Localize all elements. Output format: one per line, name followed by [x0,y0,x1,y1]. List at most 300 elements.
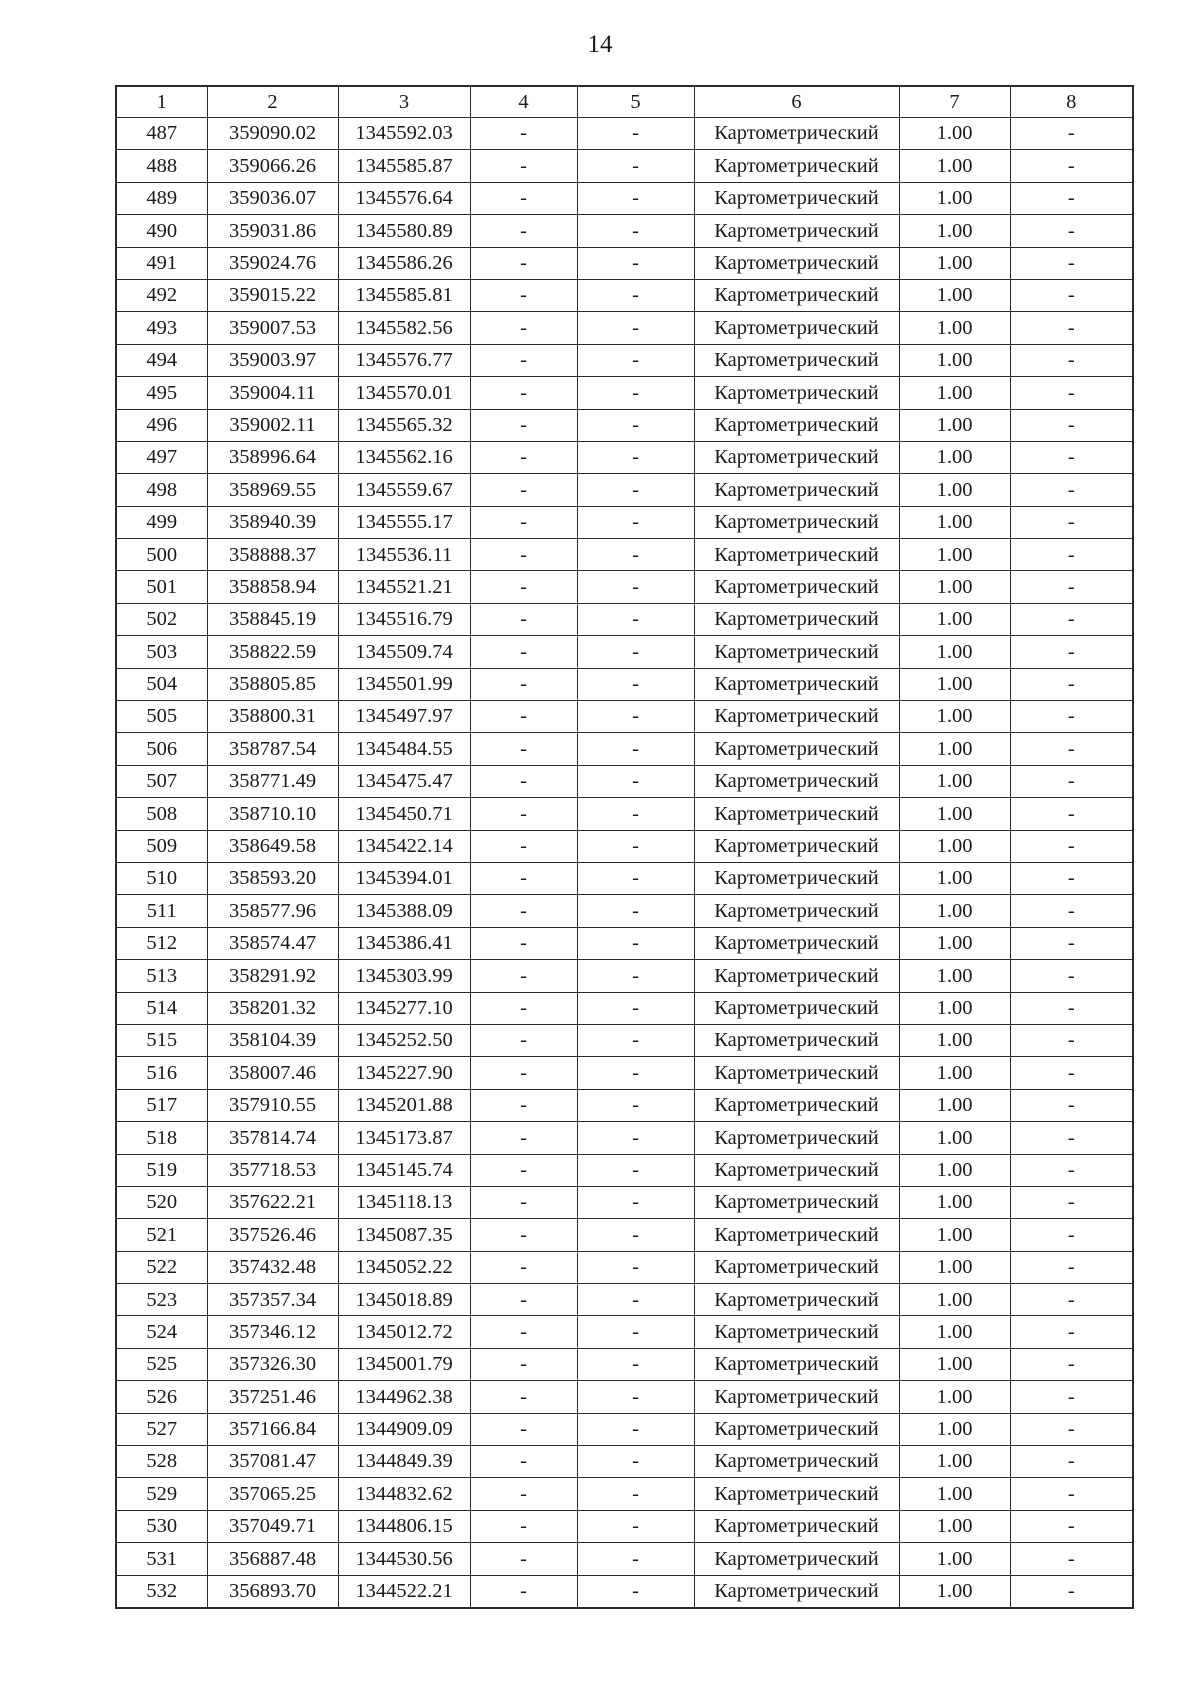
column-5-cell: - [577,1057,694,1089]
column-8-cell: - [1010,927,1133,959]
x-coordinate-cell: 358710.10 [207,798,338,830]
column-5-cell: - [577,1478,694,1510]
accuracy-cell: 1.00 [899,895,1010,927]
column-4-cell: - [470,247,577,279]
method-cell: Картометрический [694,506,899,538]
y-coordinate-cell: 1345509.74 [338,636,470,668]
column-8-cell: - [1010,1510,1133,1542]
point-number-cell: 501 [116,571,207,603]
x-coordinate-cell: 359003.97 [207,344,338,376]
y-coordinate-cell: 1345501.99 [338,668,470,700]
column-8-cell: - [1010,1122,1133,1154]
column-5-cell: - [577,1284,694,1316]
accuracy-cell: 1.00 [899,1089,1010,1121]
table-row [116,1284,1133,1316]
accuracy-cell: 1.00 [899,1219,1010,1251]
y-coordinate-cell: 1345521.21 [338,571,470,603]
column-8-cell: - [1010,1154,1133,1186]
column-5-cell: - [577,1219,694,1251]
method-cell: Картометрический [694,895,899,927]
y-coordinate-cell: 1345087.35 [338,1219,470,1251]
x-coordinate-cell: 358845.19 [207,603,338,635]
column-5-cell: - [577,668,694,700]
accuracy-cell: 1.00 [899,506,1010,538]
y-coordinate-cell: 1345497.97 [338,701,470,733]
column-5-cell: - [577,571,694,603]
table-row [116,960,1133,992]
x-coordinate-cell: 359015.22 [207,279,338,311]
y-coordinate-cell: 1345052.22 [338,1251,470,1283]
method-cell: Картометрический [694,1284,899,1316]
column-5-cell: - [577,992,694,1024]
table-row [116,1348,1133,1380]
method-cell: Картометрический [694,377,899,409]
point-number-cell: 514 [116,992,207,1024]
y-coordinate-cell: 1345145.74 [338,1154,470,1186]
column-5-cell: - [577,1510,694,1542]
y-coordinate-cell: 1345252.50 [338,1024,470,1056]
column-4-cell: - [470,182,577,214]
column-8-cell: - [1010,1478,1133,1510]
x-coordinate-cell: 358007.46 [207,1057,338,1089]
table-row [116,862,1133,894]
y-coordinate-cell: 1345585.87 [338,150,470,182]
x-coordinate-cell: 358969.55 [207,474,338,506]
y-coordinate-cell: 1345422.14 [338,830,470,862]
method-cell: Картометрический [694,765,899,797]
y-coordinate-cell: 1345227.90 [338,1057,470,1089]
method-cell: Картометрический [694,733,899,765]
y-coordinate-cell: 1345580.89 [338,215,470,247]
column-4-cell: - [470,1543,577,1575]
point-number-cell: 490 [116,215,207,247]
column-4-cell: - [470,1284,577,1316]
x-coordinate-cell: 358800.31 [207,701,338,733]
x-coordinate-cell: 357718.53 [207,1154,338,1186]
table-row [116,1024,1133,1056]
page-number: 14 [587,31,613,58]
column-4-cell: - [470,1575,577,1608]
column-header: 2 [207,86,338,118]
x-coordinate-cell: 359090.02 [207,118,338,150]
column-8-cell: - [1010,474,1133,506]
table-row [116,409,1133,441]
method-cell: Картометрический [694,1122,899,1154]
column-4-cell: - [470,927,577,959]
x-coordinate-cell: 358996.64 [207,441,338,473]
y-coordinate-cell: 1345484.55 [338,733,470,765]
column-5-cell: - [577,474,694,506]
accuracy-cell: 1.00 [899,1510,1010,1542]
method-cell: Картометрический [694,992,899,1024]
column-5-cell: - [577,377,694,409]
column-8-cell: - [1010,733,1133,765]
method-cell: Картометрический [694,1089,899,1121]
column-header: 8 [1010,86,1133,118]
point-number-cell: 513 [116,960,207,992]
table-row [116,1251,1133,1283]
point-number-cell: 522 [116,1251,207,1283]
x-coordinate-cell: 358787.54 [207,733,338,765]
column-8-cell: - [1010,765,1133,797]
x-coordinate-cell: 357526.46 [207,1219,338,1251]
x-coordinate-cell: 359066.26 [207,150,338,182]
column-5-cell: - [577,215,694,247]
column-5-cell: - [577,1316,694,1348]
column-5-cell: - [577,150,694,182]
accuracy-cell: 1.00 [899,1413,1010,1445]
accuracy-cell: 1.00 [899,1348,1010,1380]
accuracy-cell: 1.00 [899,1446,1010,1478]
column-5-cell: - [577,1186,694,1218]
y-coordinate-cell: 1345576.64 [338,182,470,214]
column-4-cell: - [470,1316,577,1348]
column-4-cell: - [470,1381,577,1413]
y-coordinate-cell: 1345586.26 [338,247,470,279]
column-4-cell: - [470,798,577,830]
accuracy-cell: 1.00 [899,1186,1010,1218]
column-8-cell: - [1010,668,1133,700]
table-row [116,798,1133,830]
method-cell: Картометрический [694,409,899,441]
accuracy-cell: 1.00 [899,215,1010,247]
table-row [116,636,1133,668]
column-header: 6 [694,86,899,118]
accuracy-cell: 1.00 [899,1057,1010,1089]
method-cell: Картометрический [694,539,899,571]
point-number-cell: 516 [116,1057,207,1089]
point-number-cell: 494 [116,344,207,376]
point-number-cell: 497 [116,441,207,473]
point-number-cell: 532 [116,1575,207,1608]
column-8-cell: - [1010,1413,1133,1445]
method-cell: Картометрический [694,1543,899,1575]
x-coordinate-cell: 357049.71 [207,1510,338,1542]
point-number-cell: 517 [116,1089,207,1121]
method-cell: Картометрический [694,927,899,959]
column-8-cell: - [1010,701,1133,733]
y-coordinate-cell: 1344806.15 [338,1510,470,1542]
table-row [116,1154,1133,1186]
column-8-cell: - [1010,182,1133,214]
method-cell: Картометрический [694,215,899,247]
column-8-cell: - [1010,571,1133,603]
x-coordinate-cell: 357622.21 [207,1186,338,1218]
column-4-cell: - [470,539,577,571]
column-8-cell: - [1010,1251,1133,1283]
column-5-cell: - [577,1413,694,1445]
point-number-cell: 495 [116,377,207,409]
point-number-cell: 502 [116,603,207,635]
accuracy-cell: 1.00 [899,247,1010,279]
table-row [116,150,1133,182]
table-row [116,441,1133,473]
accuracy-cell: 1.00 [899,409,1010,441]
column-8-cell: - [1010,118,1133,150]
column-8-cell: - [1010,312,1133,344]
x-coordinate-cell: 358822.59 [207,636,338,668]
accuracy-cell: 1.00 [899,765,1010,797]
point-number-cell: 530 [116,1510,207,1542]
accuracy-cell: 1.00 [899,571,1010,603]
y-coordinate-cell: 1345450.71 [338,798,470,830]
column-4-cell: - [470,701,577,733]
x-coordinate-cell: 359002.11 [207,409,338,441]
column-4-cell: - [470,344,577,376]
column-4-cell: - [470,603,577,635]
column-5-cell: - [577,539,694,571]
method-cell: Картометрический [694,279,899,311]
method-cell: Картометрический [694,118,899,150]
column-8-cell: - [1010,150,1133,182]
y-coordinate-cell: 1345565.32 [338,409,470,441]
column-8-cell: - [1010,1575,1133,1608]
y-coordinate-cell: 1345394.01 [338,862,470,894]
y-coordinate-cell: 1345516.79 [338,603,470,635]
accuracy-cell: 1.00 [899,992,1010,1024]
table-row [116,1186,1133,1218]
column-5-cell: - [577,1251,694,1283]
column-8-cell: - [1010,1057,1133,1089]
table-row [116,215,1133,247]
method-cell: Картометрический [694,960,899,992]
table-row [116,1413,1133,1445]
method-cell: Картометрический [694,798,899,830]
point-number-cell: 528 [116,1446,207,1478]
y-coordinate-cell: 1345570.01 [338,377,470,409]
column-8-cell: - [1010,247,1133,279]
column-4-cell: - [470,636,577,668]
x-coordinate-cell: 358577.96 [207,895,338,927]
x-coordinate-cell: 356893.70 [207,1575,338,1608]
column-5-cell: - [577,733,694,765]
table-row [116,992,1133,1024]
accuracy-cell: 1.00 [899,1024,1010,1056]
method-cell: Картометрический [694,830,899,862]
x-coordinate-cell: 357081.47 [207,1446,338,1478]
x-coordinate-cell: 358888.37 [207,539,338,571]
y-coordinate-cell: 1344832.62 [338,1478,470,1510]
x-coordinate-cell: 358649.58 [207,830,338,862]
point-number-cell: 511 [116,895,207,927]
column-4-cell: - [470,1446,577,1478]
method-cell: Картометрический [694,474,899,506]
method-cell: Картометрический [694,1316,899,1348]
method-cell: Картометрический [694,1154,899,1186]
table-row [116,895,1133,927]
column-5-cell: - [577,701,694,733]
x-coordinate-cell: 356887.48 [207,1543,338,1575]
method-cell: Картометрический [694,862,899,894]
column-8-cell: - [1010,1284,1133,1316]
table-row [116,344,1133,376]
x-coordinate-cell: 358104.39 [207,1024,338,1056]
column-8-cell: - [1010,539,1133,571]
column-8-cell: - [1010,798,1133,830]
table-row [116,1316,1133,1348]
column-4-cell: - [470,474,577,506]
column-8-cell: - [1010,441,1133,473]
point-number-cell: 496 [116,409,207,441]
column-8-cell: - [1010,895,1133,927]
accuracy-cell: 1.00 [899,1316,1010,1348]
column-8-cell: - [1010,279,1133,311]
column-8-cell: - [1010,1186,1133,1218]
table-row [116,1057,1133,1089]
point-number-cell: 529 [116,1478,207,1510]
table-row [116,927,1133,959]
point-number-cell: 515 [116,1024,207,1056]
column-5-cell: - [577,603,694,635]
x-coordinate-cell: 359036.07 [207,182,338,214]
column-4-cell: - [470,1510,577,1542]
column-8-cell: - [1010,830,1133,862]
column-header: 1 [116,86,207,118]
x-coordinate-cell: 357432.48 [207,1251,338,1283]
column-4-cell: - [470,215,577,247]
table-row [116,1510,1133,1542]
method-cell: Картометрический [694,668,899,700]
y-coordinate-cell: 1345592.03 [338,118,470,150]
table-row [116,603,1133,635]
column-8-cell: - [1010,409,1133,441]
accuracy-cell: 1.00 [899,701,1010,733]
point-number-cell: 503 [116,636,207,668]
accuracy-cell: 1.00 [899,862,1010,894]
accuracy-cell: 1.00 [899,1381,1010,1413]
column-5-cell: - [577,182,694,214]
point-number-cell: 489 [116,182,207,214]
table-row [116,118,1133,150]
method-cell: Картометрический [694,247,899,279]
method-cell: Картометрический [694,1219,899,1251]
column-5-cell: - [577,1024,694,1056]
accuracy-cell: 1.00 [899,603,1010,635]
x-coordinate-cell: 357357.34 [207,1284,338,1316]
column-8-cell: - [1010,377,1133,409]
accuracy-cell: 1.00 [899,830,1010,862]
point-number-cell: 508 [116,798,207,830]
method-cell: Картометрический [694,1348,899,1380]
table-row [116,279,1133,311]
method-cell: Картометрический [694,1057,899,1089]
column-8-cell: - [1010,344,1133,376]
column-4-cell: - [470,862,577,894]
x-coordinate-cell: 359004.11 [207,377,338,409]
column-5-cell: - [577,830,694,862]
point-number-cell: 492 [116,279,207,311]
y-coordinate-cell: 1344530.56 [338,1543,470,1575]
column-5-cell: - [577,247,694,279]
point-number-cell: 493 [116,312,207,344]
accuracy-cell: 1.00 [899,312,1010,344]
column-8-cell: - [1010,1089,1133,1121]
column-5-cell: - [577,279,694,311]
y-coordinate-cell: 1345536.11 [338,539,470,571]
column-8-cell: - [1010,603,1133,635]
table-row [116,1219,1133,1251]
method-cell: Картометрический [694,1446,899,1478]
column-8-cell: - [1010,1024,1133,1056]
point-number-cell: 500 [116,539,207,571]
column-4-cell: - [470,1186,577,1218]
accuracy-cell: 1.00 [899,1478,1010,1510]
table-row [116,1122,1133,1154]
column-5-cell: - [577,636,694,668]
y-coordinate-cell: 1345001.79 [338,1348,470,1380]
column-5-cell: - [577,798,694,830]
y-coordinate-cell: 1345277.10 [338,992,470,1024]
table-row [116,1089,1133,1121]
column-8-cell: - [1010,636,1133,668]
point-number-cell: 524 [116,1316,207,1348]
column-8-cell: - [1010,1348,1133,1380]
accuracy-cell: 1.00 [899,279,1010,311]
column-5-cell: - [577,862,694,894]
column-4-cell: - [470,1057,577,1089]
column-4-cell: - [470,571,577,603]
column-5-cell: - [577,1089,694,1121]
column-4-cell: - [470,150,577,182]
column-4-cell: - [470,409,577,441]
table-row [116,506,1133,538]
table-body [116,118,1133,1608]
column-4-cell: - [470,992,577,1024]
x-coordinate-cell: 358593.20 [207,862,338,894]
method-cell: Картометрический [694,636,899,668]
x-coordinate-cell: 358201.32 [207,992,338,1024]
method-cell: Картометрический [694,571,899,603]
point-number-cell: 507 [116,765,207,797]
point-number-cell: 521 [116,1219,207,1251]
point-number-cell: 505 [116,701,207,733]
column-4-cell: - [470,733,577,765]
x-coordinate-cell: 357166.84 [207,1413,338,1445]
point-number-cell: 509 [116,830,207,862]
y-coordinate-cell: 1345562.16 [338,441,470,473]
y-coordinate-cell: 1345555.17 [338,506,470,538]
table-header [116,86,1133,118]
column-4-cell: - [470,1348,577,1380]
point-number-cell: 499 [116,506,207,538]
y-coordinate-cell: 1345303.99 [338,960,470,992]
accuracy-cell: 1.00 [899,377,1010,409]
column-8-cell: - [1010,960,1133,992]
method-cell: Картометрический [694,441,899,473]
point-number-cell: 525 [116,1348,207,1380]
column-4-cell: - [470,895,577,927]
table-row [116,1543,1133,1575]
column-4-cell: - [470,118,577,150]
y-coordinate-cell: 1344522.21 [338,1575,470,1608]
y-coordinate-cell: 1345173.87 [338,1122,470,1154]
x-coordinate-cell: 359031.86 [207,215,338,247]
column-header: 7 [899,86,1010,118]
y-coordinate-cell: 1345388.09 [338,895,470,927]
point-number-cell: 512 [116,927,207,959]
method-cell: Картометрический [694,701,899,733]
column-8-cell: - [1010,215,1133,247]
point-number-cell: 523 [116,1284,207,1316]
table-row [116,182,1133,214]
y-coordinate-cell: 1345118.13 [338,1186,470,1218]
point-number-cell: 488 [116,150,207,182]
accuracy-cell: 1.00 [899,798,1010,830]
accuracy-cell: 1.00 [899,1284,1010,1316]
table-row [116,571,1133,603]
table-row [116,377,1133,409]
column-4-cell: - [470,830,577,862]
